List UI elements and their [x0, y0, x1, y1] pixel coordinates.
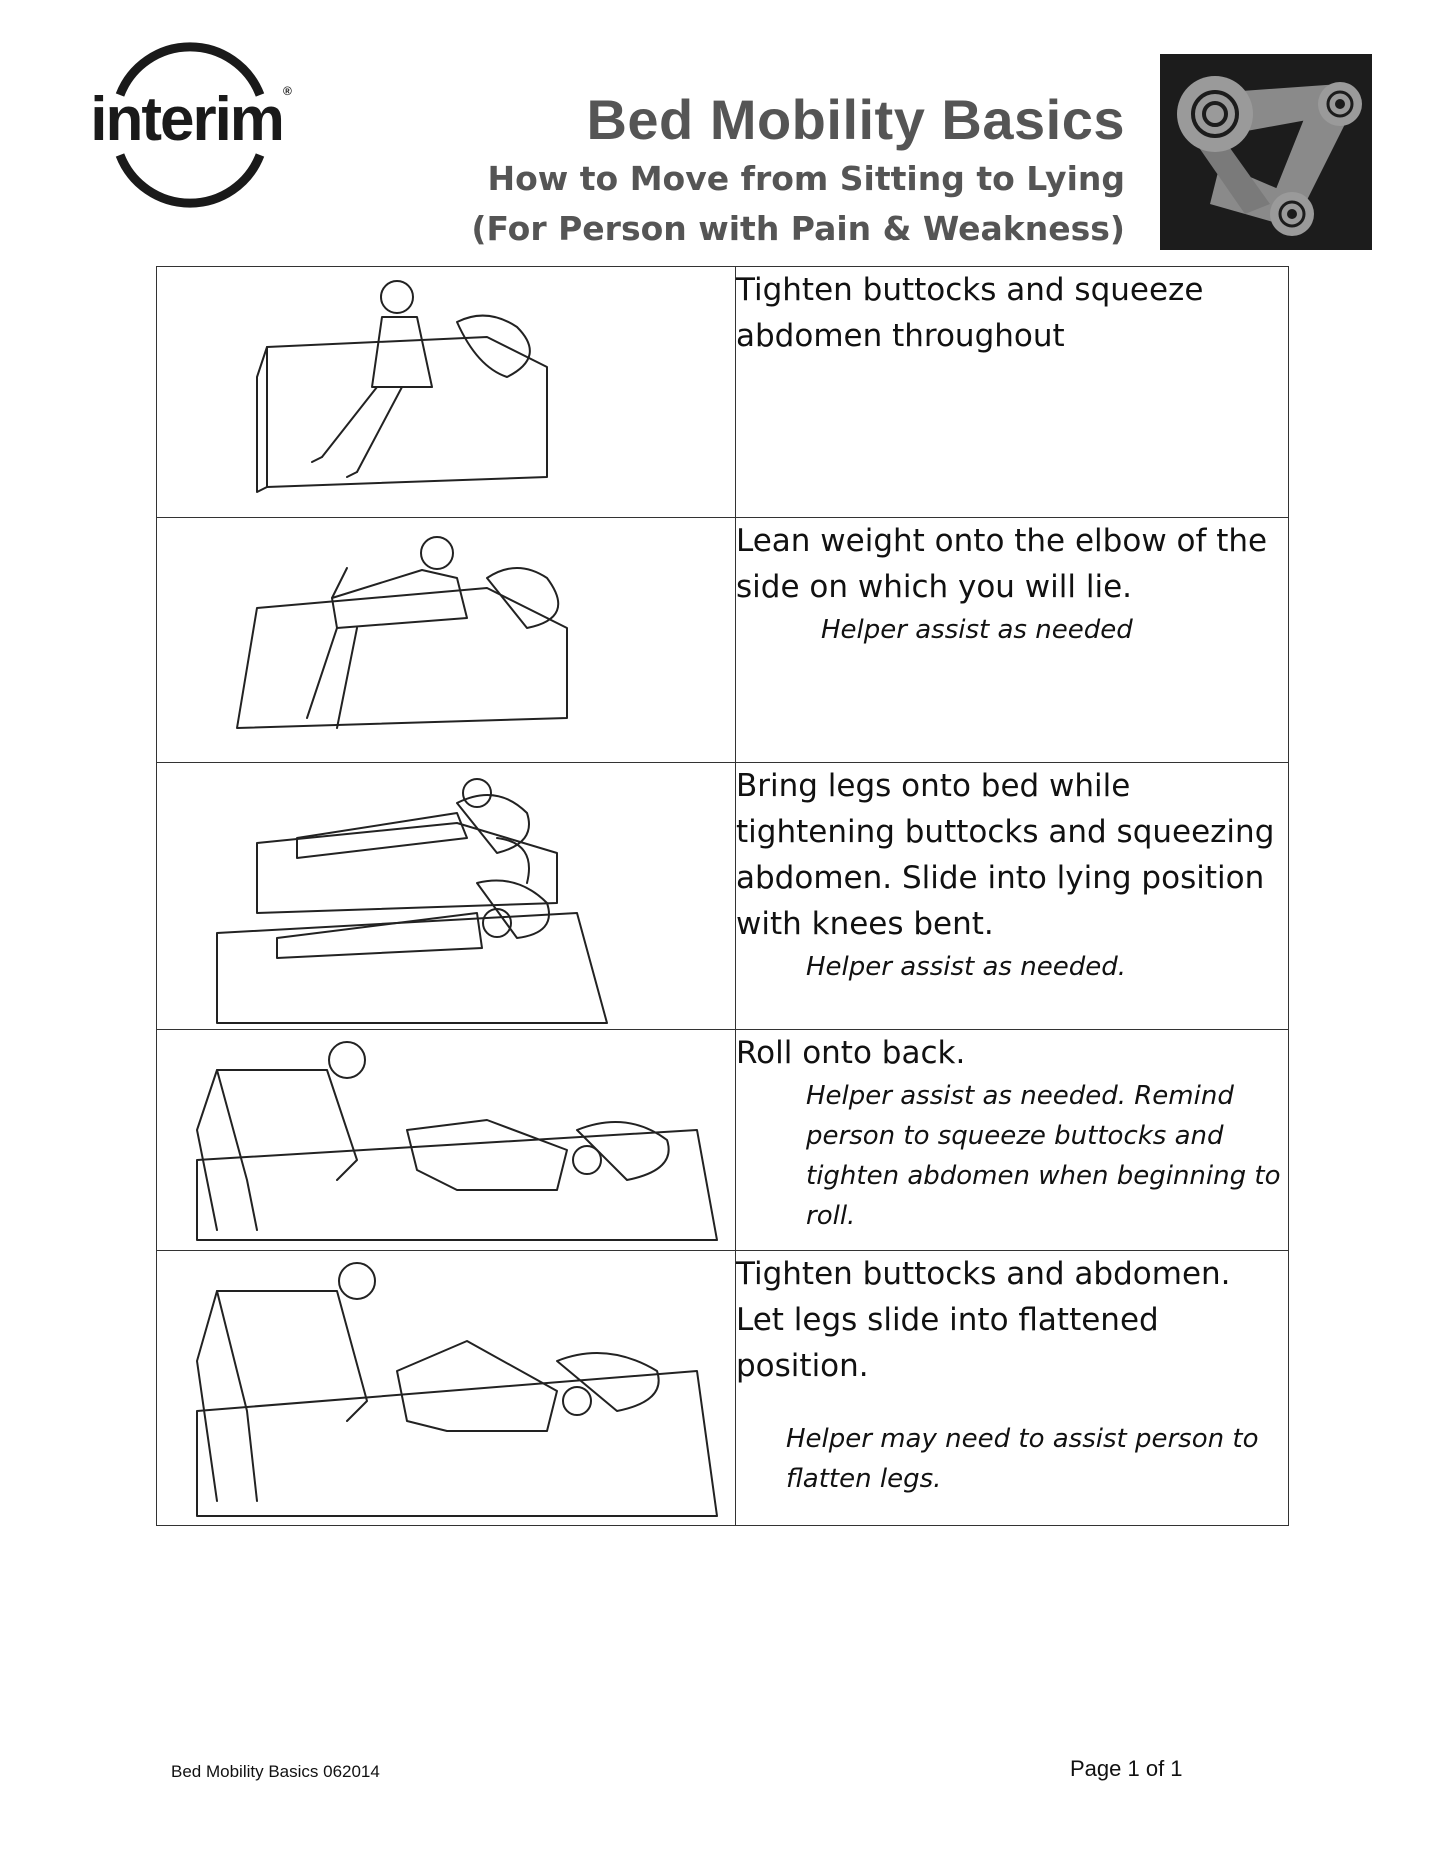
step-row: [157, 1251, 1289, 1526]
step-5-instruction: Tighten buttocks and abdomen. Let legs slide into flattened position.: [736, 1256, 1231, 1384]
step-1-text-cell: [736, 267, 1289, 518]
step-row: [157, 267, 1289, 518]
step-4-text-cell: [736, 1030, 1289, 1251]
page-title: Bed Mobility Basics: [586, 88, 1125, 151]
mechanical-joints-icon: [1160, 54, 1372, 250]
title-block: [471, 88, 1125, 252]
subtitle-line-1: How to Move from Sitting to Lying: [487, 159, 1125, 198]
step-3-helper-note: Helper assist as needed.: [806, 952, 1126, 982]
step-4-instruction: Roll onto back.: [736, 1035, 966, 1071]
footer-doc-id: Bed Mobility Basics 062014: [171, 1762, 380, 1781]
step-1-illustration: [157, 267, 736, 518]
step-1-instruction: Tighten buttocks and squeeze abdomen throughout: [736, 272, 1204, 354]
step-row: [157, 763, 1289, 1030]
step-row: [157, 518, 1289, 763]
step-row: [157, 1030, 1289, 1251]
step-2-illustration: [157, 518, 736, 763]
step-5-text-cell: [736, 1251, 1289, 1526]
footer-page-number: Page 1 of 1: [1070, 1756, 1183, 1781]
step-3-instruction: Bring legs onto bed while tightening buttocks and squeezing abdomen. Slide into lying position with knees bent.: [736, 768, 1275, 942]
interim-logo: [90, 40, 290, 210]
subtitle-line-2: (For Person with Pain & Weakness): [471, 209, 1125, 248]
step-2-instruction: Lean weight onto the elbow of the side on which you will lie.: [736, 523, 1268, 605]
step-5-helper-note: Helper may need to assist person to flatten legs.: [786, 1424, 1259, 1494]
steps-table: [156, 266, 1289, 1526]
step-4-helper-note: Helper assist as needed. Remind person to squeeze buttocks and tighten abdomen when beginning to roll.: [806, 1081, 1281, 1231]
step-2-text-cell: [736, 518, 1289, 763]
step-4-illustration: [157, 1030, 736, 1251]
step-5-illustration: [157, 1251, 736, 1526]
step-2-helper-note: Helper assist as needed: [821, 615, 1133, 645]
step-3-text-cell: [736, 763, 1289, 1030]
logo-wordmark: interim®: [90, 84, 290, 154]
step-3-illustration: [157, 763, 736, 1030]
